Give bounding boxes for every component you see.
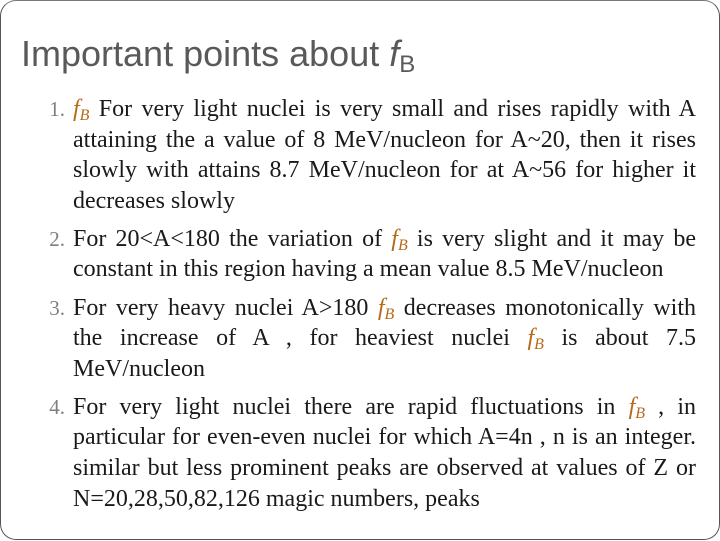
slide-title xyxy=(21,33,415,86)
text-segment: is about 7.5 MeV/nucleon xyxy=(73,325,696,382)
text-segment: For very light nuclei is very small and rises rapidly with A attaining the a value of 8 MeV/nucleon for A~20, then it rises slowly with attains 8.7 MeV/nucleon for at A~56 for higher it decreases slowly xyxy=(73,96,696,214)
text-segment: For very heavy nuclei A>180 xyxy=(73,294,378,321)
symbol-subscript: B xyxy=(534,336,544,354)
symbol-subscript: B xyxy=(397,236,408,254)
symbol-base: f xyxy=(527,325,535,352)
text-segment: , in particular for even-even nuclei for which A=4n , n is an integer. similar but less prominent peaks are observed at values of Z or N=20,28,50,82,126 magic numbers, peaks xyxy=(73,393,696,512)
list-item xyxy=(1,224,720,285)
list-item-number: 3. xyxy=(49,295,65,320)
binding-energy-symbol xyxy=(391,226,407,252)
list-item xyxy=(1,392,720,514)
text-segment: decreases monotonically with the increase of A , for heaviest nuclei xyxy=(73,294,696,352)
list-item-text xyxy=(73,293,696,385)
list-item xyxy=(1,94,720,216)
list-item-number: 1. xyxy=(49,97,65,121)
binding-energy-symbol xyxy=(629,394,645,420)
text-segment: For very light nuclei there are rapid fluctuations in xyxy=(73,393,629,420)
list-item-text xyxy=(73,392,696,514)
symbol-base: f xyxy=(377,294,385,321)
symbol-subscript: B xyxy=(79,107,90,124)
title-symbol: f xyxy=(389,33,400,74)
title-prefix: Important points about xyxy=(21,33,390,74)
symbol-subscript: B xyxy=(384,305,395,323)
symbol-base: f xyxy=(391,225,398,252)
list-item-text xyxy=(73,94,696,216)
list-item xyxy=(1,293,720,385)
text-segment: is very slight and it may be constant in this region having a mean value 8.5 MeV/nucleon xyxy=(73,225,696,283)
symbol-base: f xyxy=(73,96,80,122)
list-item-number: 4. xyxy=(49,394,65,419)
symbol-subscript: B xyxy=(635,404,646,422)
binding-energy-symbol xyxy=(527,325,544,354)
text-segment: For 20<A<180 the variation of xyxy=(73,225,392,252)
list-item-number: 2. xyxy=(49,226,65,251)
title-subscript: B xyxy=(399,51,416,78)
binding-energy-symbol xyxy=(73,96,89,122)
binding-energy-symbol xyxy=(378,295,394,321)
points-list xyxy=(1,94,720,541)
list-item-text xyxy=(73,224,696,285)
symbol-base: f xyxy=(628,393,636,420)
